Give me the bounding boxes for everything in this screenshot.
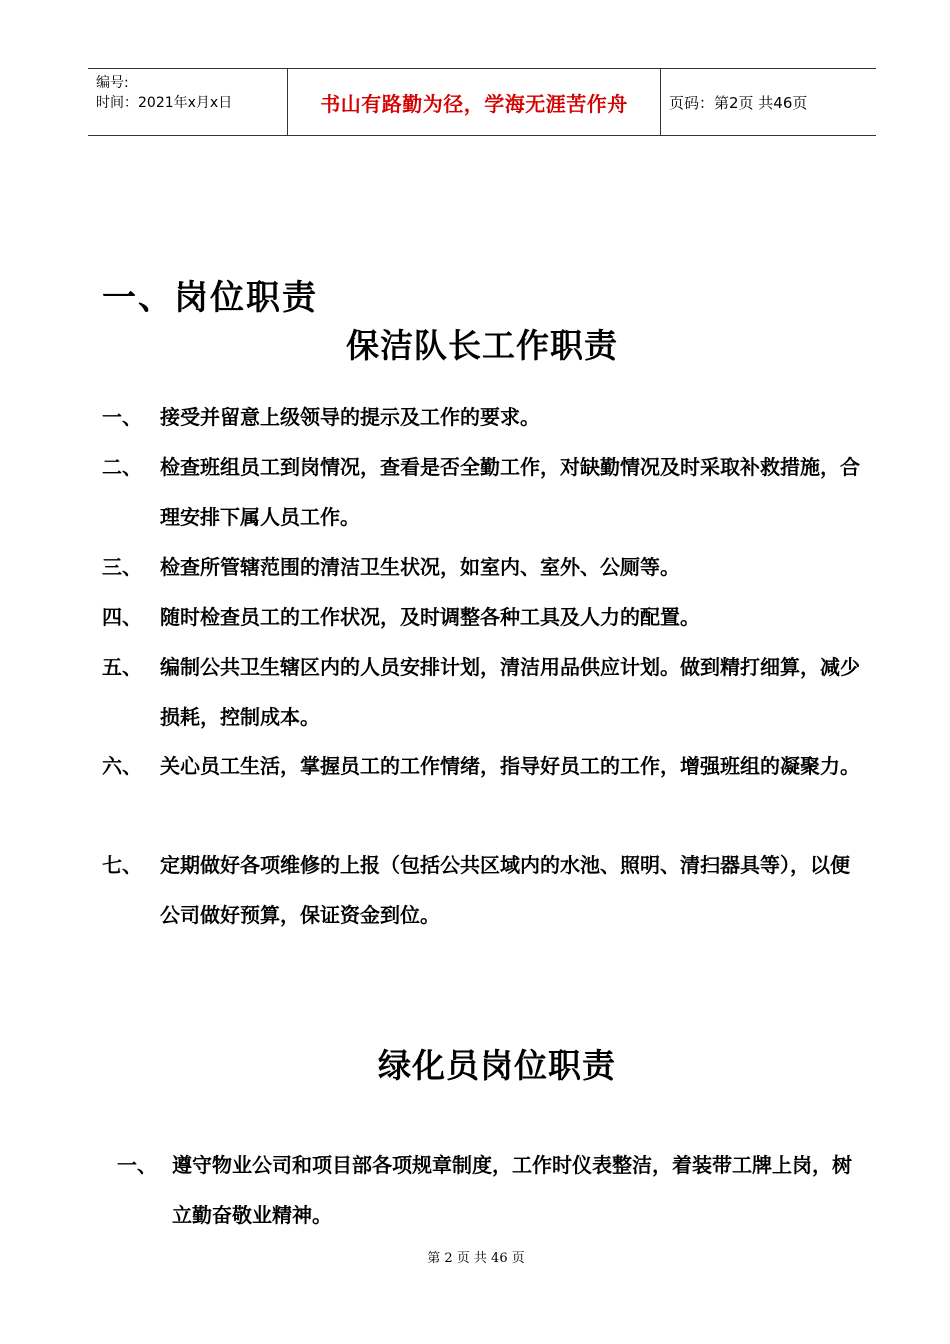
page-footer: 第 2 页 共 46 页 <box>427 1251 525 1266</box>
page-info: 页码：第2页 共46页 <box>669 93 808 112</box>
duty-number: 一、 <box>102 405 142 429</box>
subsection-title-cleaning: 保洁队长工作职责 <box>346 326 618 365</box>
subsection-title-greening: 绿化员岗位职责 <box>378 1046 616 1085</box>
number-label: 编号: <box>96 75 129 91</box>
duty-text: 编制公共卫生辖区内的人员安排计划，清洁用品供应计划。做到精打细算，减少损耗，控制成本。 <box>160 655 860 729</box>
section-title: 一、岗位职责 <box>102 278 318 318</box>
duty-text: 检查所管辖范围的清洁卫生状况，如室内、室外、公厕等。 <box>160 555 680 579</box>
duty-number: 六、 <box>102 754 142 778</box>
duty-number: 四、 <box>102 605 142 629</box>
duty-text: 接受并留意上级领导的提示及工作的要求。 <box>160 405 540 429</box>
duty-text: 关心员工生活，掌握员工的工作情绪，指导好员工的工作，增强班组的凝聚力。 <box>160 754 860 778</box>
time-label: 时间：2021年x月x日 <box>96 95 233 111</box>
duty-text: 随时检查员工的工作状况，及时调整各种工具及人力的配置。 <box>160 605 700 629</box>
duty-text: 检查班组员工到岗情况，查看是否全勤工作，对缺勤情况及时采取补救措施，合理安排下属人员工作。 <box>160 455 860 529</box>
duty-text: 遵守物业公司和项目部各项规章制度，工作时仪表整洁，着装带工牌上岗，树立勤奋敬业精神。 <box>172 1153 852 1227</box>
motto: 书山有路勤为径，学海无涯苦作舟 <box>320 91 628 116</box>
duty-number: 二、 <box>102 455 142 479</box>
duty-text: 定期做好各项维修的上报（包括公共区域内的水池、照明、清扫器具等），以便公司做好预算，保证资金到位。 <box>160 853 850 927</box>
duty-number: 七、 <box>102 853 142 877</box>
header-meta <box>88 69 288 135</box>
duty-number: 五、 <box>102 655 142 679</box>
duty-number: 一、 <box>117 1153 157 1177</box>
duty-number: 三、 <box>102 555 142 579</box>
page-header <box>88 68 876 136</box>
header-motto-cell <box>288 69 661 135</box>
